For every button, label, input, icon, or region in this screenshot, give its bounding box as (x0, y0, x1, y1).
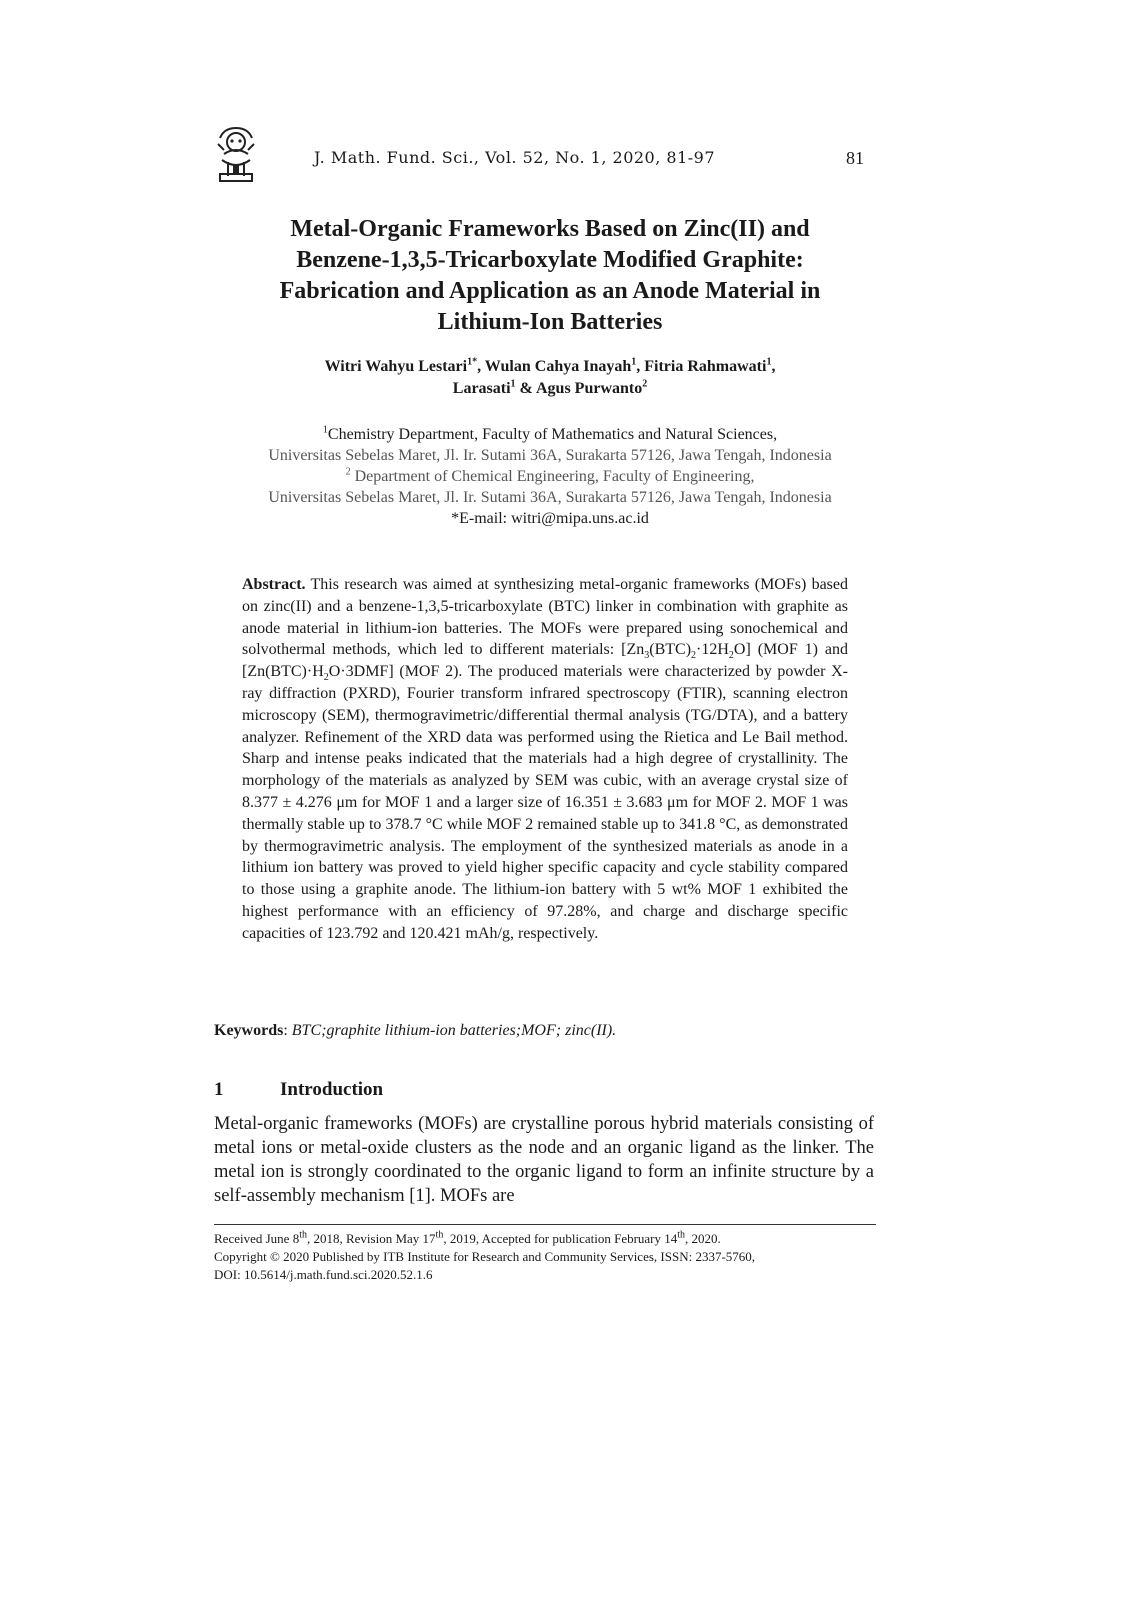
received-dates: Received June 8th, 2018, Revision May 17th, 2019, Accepted for publication February 14th, 2020. (214, 1229, 721, 1246)
abstract-label: Abstract. (242, 576, 306, 593)
author-line (200, 378, 900, 400)
page-number: 81 (846, 148, 864, 168)
abstract-text: (MOF 2). The produced materials were characterized by powder X-ray diffraction (PXRD), Fourier transform infrared spectroscopy (FTIR), scanning electron microscopy (SEM), thermogravimetric/differential thermal analysis (TG/DTA), and a battery analyzer. Refinement of the XRD data was performed using the Rietica and Le Bail method. Sharp and intense peaks indicated that the materials had a high degree of crystallinity. The morphology of the materials as analyzed by SEM was cubic, with an average crystal size of 8.377 ± 4.276 μm for MOF 1 and a larger size of 16.351 ± 3.683 μm for MOF 2. MOF 1 was thermally stable up to 378.7 °C while MOF 2 remained stable up to 341.8 °C, as demonstrated by thermogravimetric analysis. The employment of the synthesized materials as anode in a lithium ion battery was proved to yield higher specific capacity and cycle stability compared to those using a graphite anode. The lithium-ion battery with 5 wt% MOF 1 exhibited the highest performance with an efficiency of 97.28%, and charge and discharge specific capacities of 123.792 and 120.421 mAh/g, respectively. (242, 663, 848, 942)
title-line: Lithium-Ion Batteries (437, 309, 663, 335)
author-name: Larasati (452, 380, 511, 397)
section-number: 1 (214, 1079, 224, 1100)
section-heading (214, 1079, 383, 1101)
author-affil-sup: 1 (766, 356, 772, 368)
affiliation-sup: 1 (322, 424, 328, 436)
affiliation-line: Universitas Sebelas Maret, Jl. Ir. Sutami 36A, Surakarta 57126, Jawa Tengah, Indonesia (268, 447, 832, 464)
author-separator: , (771, 358, 776, 375)
author-name: , Fitria Rahmawati (636, 358, 767, 375)
copyright-line: Copyright © 2020 Published by ITB Institute for Research and Community Services, ISSN: 2337-5760, (214, 1249, 756, 1264)
author-affil-sup: 1 (631, 356, 637, 368)
keywords-label: Keywords (214, 1022, 284, 1039)
corresponding-email: *E-mail: witri@mipa.uns.ac.id (451, 510, 649, 527)
author-affil-sup: 1* (467, 356, 478, 368)
author-list (200, 356, 900, 400)
affiliation-sup: 2 (345, 466, 351, 478)
footnote-divider (214, 1224, 876, 1225)
ganesha-seal-logo-icon (214, 124, 258, 184)
footnotes (214, 1230, 876, 1284)
affiliation-line: Universitas Sebelas Maret, Jl. Ir. Sutami 36A, Surakarta 57126, Jawa Tengah, Indonesia (268, 489, 832, 506)
introduction-paragraph: Metal-organic frameworks (MOFs) are crystalline porous hybrid materials consisting of metal ions or metal-oxide clusters as the node and an organic ligand as the linker. The metal ion is strongly coordinated to the organic ligand to form an infinite structure by a self-assembly mechanism [1]. MOFs are (214, 1114, 874, 1206)
doi-line: DOI: 10.5614/j.math.fund.sci.2020.52.1.6 (214, 1267, 433, 1282)
author-affil-sup: 2 (642, 378, 648, 390)
author-name: , Wulan Cahya Inayah (477, 358, 632, 375)
keywords: Keywords: BTC;graphite lithium-ion batteries;MOF; zinc(II). (214, 1022, 617, 1039)
keywords-text: BTC;graphite lithium-ion batteries;MOF; zinc(II). (291, 1022, 617, 1039)
page-header (214, 124, 864, 188)
author-name: & Agus Purwanto (515, 380, 643, 397)
title-line: Benzene-1,3,5-Tricarboxylate Modified Graphite: (296, 247, 804, 273)
author-name: Witri Wahyu Lestari (324, 358, 468, 375)
author-affil-sup: 1 (510, 378, 516, 390)
affiliation-line: $^2$ Department of Chemical Engineering, Faculty of Engineering, (345, 466, 755, 485)
journal-citation: J. Math. Fund. Sci., Vol. 52, No. 1, 2020, 81-97 (314, 148, 716, 167)
paper-title (200, 214, 900, 338)
abstract: Abstract. This research was aimed at synthesizing metal-organic frameworks (MOFs) based on zinc(II) and a benzene-1,3,5-tricarboxylate (BTC) linker in combination with graphite as anode material in lithium-ion batteries. The MOFs were prepared using sonochemical and solvothermal methods, which led to different materials: $[Zn_3(BTC)_2\cdot 12H_2O]$ (MOF 1) and $[Zn(BTC)\cdot H_2O\cdot 3DMF]$ (MOF 2). The produced materials were characterized by powder X-ray diffraction (PXRD), Fourier transform infrared spectroscopy (FTIR), scanning electron microscopy (SEM), thermogravimetric/differential thermal analysis (TG/DTA), and a battery analyzer. Refinement of the XRD data was performed using the Rietica and Le Bail method. Sharp and intense peaks indicated that the materials had a high degree of crystallinity. The morphology of the materials as analyzed by SEM was cubic, with an average crystal size of 8.377 ± 4.276 μm for MOF 1 and a larger size of 16.351 ± 3.683 μm for MOF 2. MOF 1 was thermally stable up to 378.7 °C while MOF 2 remained stable up to 341.8 °C, as demonstrated by thermogravimetric analysis. The employment of the synthesized materials as anode in a lithium ion battery was proved to yield higher specific capacity and cycle stability compared to those using a graphite anode. The lithium-ion battery with 5 wt% MOF 1 exhibited the highest performance with an efficiency of 97.28%, and charge and discharge specific capacities of 123.792 and 120.421 mAh/g, respectively. (242, 576, 848, 942)
title-line: Metal-Organic Frameworks Based on Zinc(II) and (290, 216, 810, 242)
affiliation-line: $^1$Chemistry Department, Faculty of Mathematics and Natural Sciences, (322, 424, 778, 443)
abstract-text: This research was aimed at synthesizing metal-organic frameworks (MOFs) based on zinc(II) and a benzene-1,3,5-tricarboxylate (BTC) linker in combination with graphite as anode material in lithium-ion batteries. The MOFs were prepared using sonochemical and solvothermal methods, which led to different materials: [Zn (242, 576, 848, 659)
section-title: Introduction (280, 1079, 384, 1100)
title-line: Fabrication and Application as an Anode Material in (279, 278, 821, 304)
author-line (200, 356, 900, 378)
affiliations (200, 424, 900, 529)
